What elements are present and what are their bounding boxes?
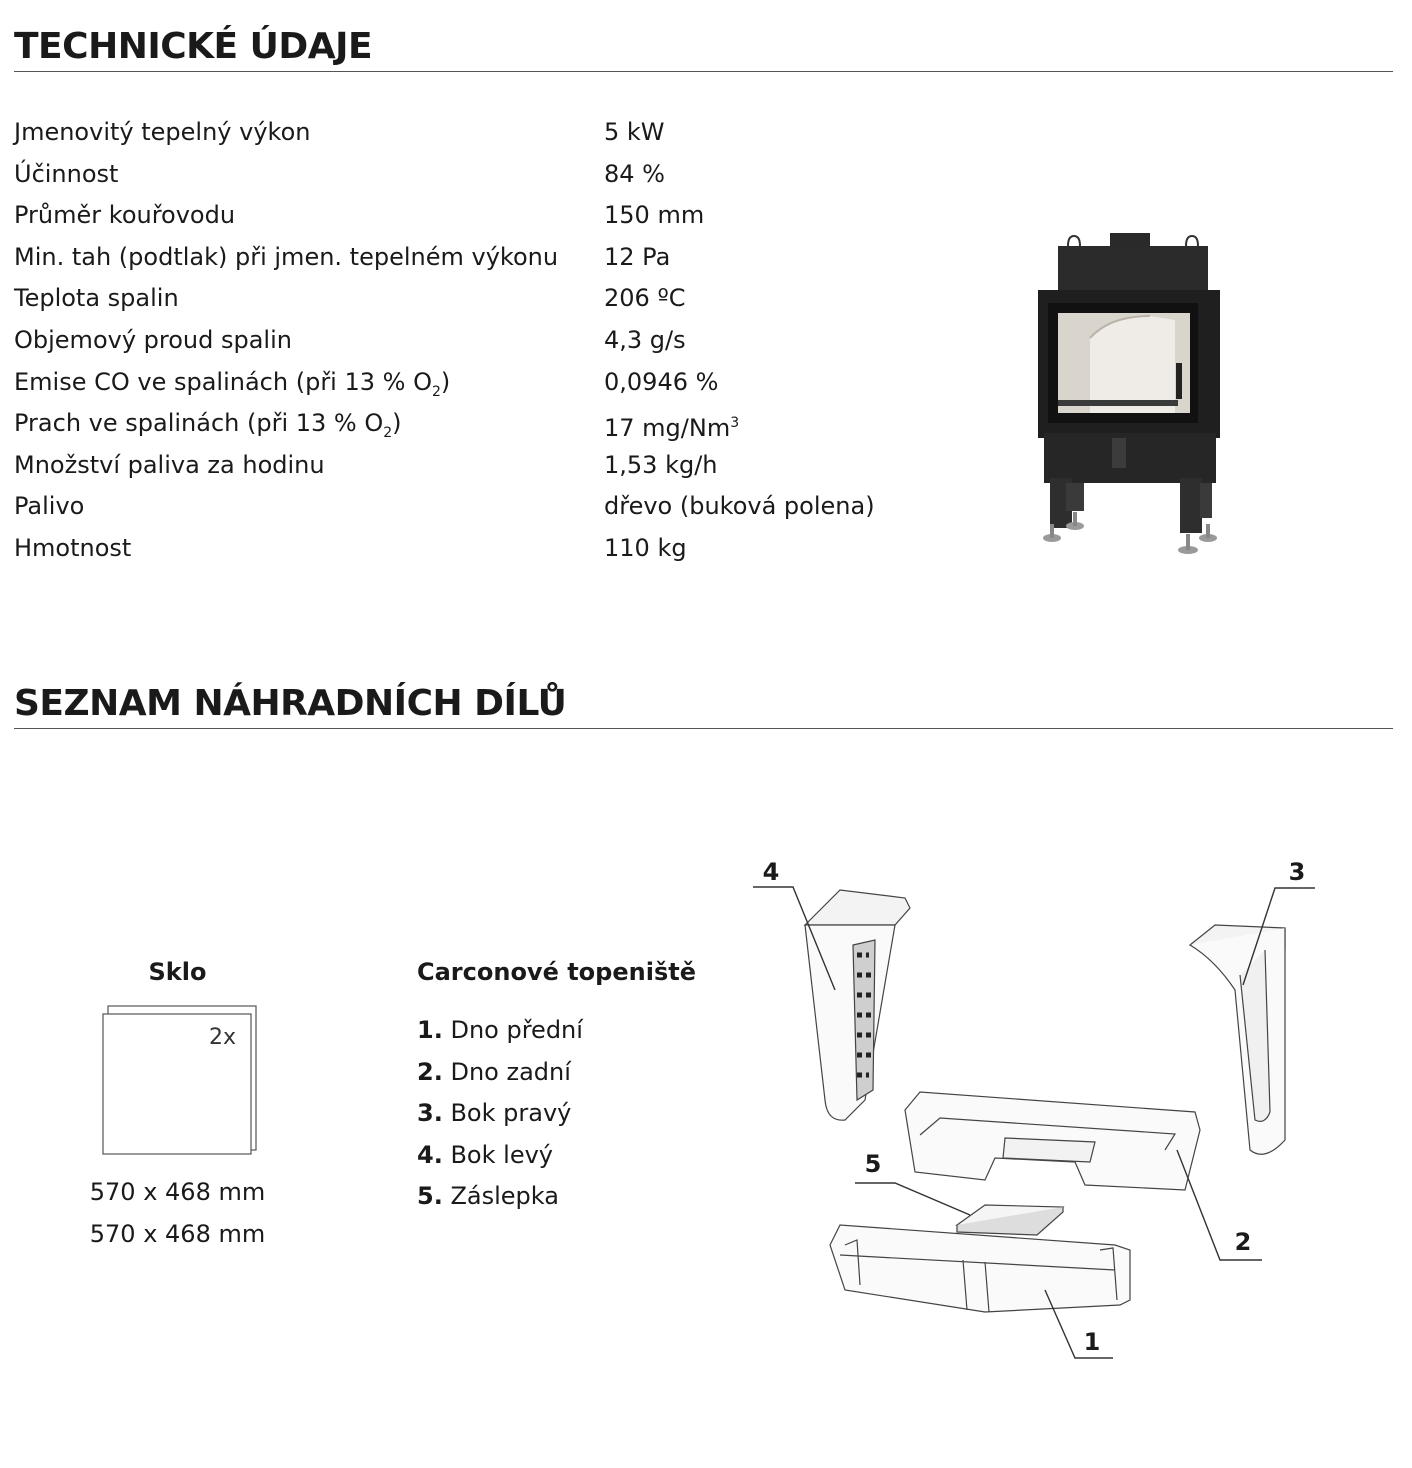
spec-value: dřevo (buková polena)	[604, 492, 875, 521]
spec-value	[604, 403, 739, 450]
spec-value: 5 kW	[604, 118, 665, 146]
glass-dimension: 570 x 468 mm	[89, 1178, 266, 1206]
spec-label: Jmenovitý tepelný výkon	[14, 118, 311, 146]
spec-label: Hmotnost	[14, 533, 132, 562]
item-name: Dno zadní	[450, 1057, 571, 1086]
spec-label: Objemový proud spalin	[14, 325, 292, 354]
list-item	[417, 1052, 583, 1094]
part-1-front-bottom	[830, 1225, 1130, 1312]
spec-value: 84 %	[604, 159, 665, 188]
spec-label: Účinnost	[14, 159, 119, 188]
label-end: )	[392, 409, 402, 438]
spare-parts-heading: SEZNAM NÁHRADNÍCH DÍLŮ	[14, 682, 1393, 729]
callout-1: 1	[1083, 1328, 1101, 1356]
subscript: 2	[431, 383, 441, 400]
superscript: 3	[730, 415, 740, 432]
item-name: Bok pravý	[450, 1099, 572, 1128]
firebox-title: Carconové topeniště	[417, 958, 696, 986]
item-number: 2.	[417, 1057, 443, 1086]
list-item	[417, 1135, 583, 1177]
parts-list	[417, 1010, 583, 1218]
item-name: Záslepka	[450, 1182, 559, 1211]
value-text: 17 mg/Nm	[604, 414, 731, 443]
spec-value: 4,3 g/s	[604, 325, 686, 354]
item-number: 4.	[417, 1140, 443, 1169]
glass-icon	[100, 1004, 262, 1156]
callout-3: 3	[1288, 858, 1306, 886]
spec-value: 0,0946 %	[604, 367, 719, 396]
exploded-parts-diagram	[745, 850, 1345, 1370]
spec-label: Teplota spalin	[14, 284, 179, 313]
part-5-cover	[957, 1205, 1063, 1235]
callout-4: 4	[762, 858, 780, 886]
item-number: 3.	[417, 1099, 443, 1128]
callout-line-5	[855, 1183, 970, 1215]
part-3-right-side	[1190, 925, 1285, 1154]
spec-label: Palivo	[14, 492, 85, 521]
spec-value: 1,53 kg/h	[604, 450, 718, 479]
list-item	[417, 1010, 583, 1052]
part-2-rear-bottom	[905, 1092, 1200, 1190]
spec-value: 206 ºC	[604, 284, 686, 313]
item-number: 1.	[417, 1016, 443, 1044]
list-item	[417, 1176, 583, 1218]
technical-data-heading: TECHNICKÉ ÚDAJE	[14, 25, 1393, 72]
label-end: )	[440, 367, 451, 396]
spec-label: Množství paliva za hodinu	[14, 450, 325, 479]
spec-value: 12 Pa	[604, 242, 671, 271]
label-text: Prach ve spalinách (při 13 % O	[14, 409, 384, 438]
spec-label: Průměr kouřovodu	[14, 201, 236, 230]
spec-label: Min. tah (podtlak) při jmen. tepelném výkonu	[14, 242, 559, 271]
spec-value: 150 mm	[604, 201, 705, 230]
label-text: Emise CO ve spalinách (při 13 % O	[14, 367, 432, 396]
callout-2: 2	[1234, 1228, 1252, 1256]
subscript: 2	[383, 424, 393, 441]
list-item	[417, 1093, 583, 1135]
item-name: Bok levý	[450, 1140, 553, 1169]
item-number: 5.	[417, 1182, 443, 1211]
spec-value: 110 kg	[604, 533, 687, 562]
glass-dimension: 570 x 468 mm	[89, 1220, 266, 1248]
item-name: Dno přední	[450, 1016, 583, 1044]
callout-5: 5	[864, 1150, 882, 1178]
fireplace-image	[1030, 228, 1230, 563]
glass-count: 2x	[208, 1025, 236, 1050]
part-4-left-side	[805, 890, 910, 1120]
glass-title: Sklo	[148, 958, 207, 986]
